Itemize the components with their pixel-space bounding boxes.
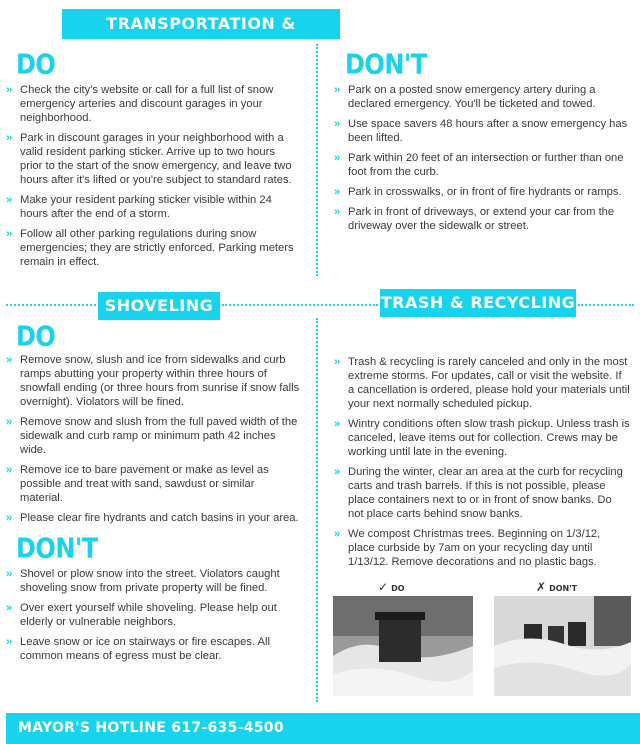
column-divider <box>316 44 318 276</box>
list-item: » Remove snow and slush from the full paved width of the sidewalk and curb ramp or minimum path 42 inches wide. <box>2 415 300 457</box>
list-item: » Over exert yourself while shoveling. Please help out elderly or vulnerable neighbors. <box>2 601 300 629</box>
list-item: » Wintry conditions often slow trash pickup. Unless trash is canceled, leave items out for collection. Crews may be working until late in the evening. <box>330 417 630 459</box>
list-item: » Park on a posted snow emergency artery during a declared emergency. You'll be ticketed and towed. <box>330 83 630 111</box>
list-item: » We compost Christmas trees. Beginning on 1/3/12, place curbside by 7am on your recycling day until 1/13/12. Remove decorations and no plastic bags. <box>330 527 630 569</box>
column-divider <box>316 318 318 702</box>
transport-do-list <box>2 83 300 275</box>
shoveling-do-list <box>2 353 300 531</box>
transportation-parking-banner: TRANSPORTATION & PARKING <box>62 9 340 39</box>
photo-do-caption <box>378 580 405 594</box>
mayors-hotline[interactable]: MAYOR'S HOTLINE 617-635-4500 <box>18 720 284 736</box>
list-item: » Park within 20 feet of an intersection or further than one foot from the curb. <box>330 151 630 179</box>
checkmark-icon: ✓ <box>378 580 389 594</box>
list-item: » Remove ice to bare pavement or make as level as possible and treat with sand, sawdust or similar material. <box>2 463 300 505</box>
shoveling-dont-heading: DON'T <box>16 532 98 565</box>
list-item: » Please clear fire hydrants and catch basins in your area. <box>2 511 300 525</box>
transport-do-heading: DO <box>16 48 56 81</box>
section-divider-mid <box>222 304 378 306</box>
list-item: » Park in discount garages in your neighborhood with a valid resident parking sticker. Arrive up to two hours prior to the start of the snow emergency, and leave two hours after it's lifted or you're subject to standard rates. <box>2 131 300 187</box>
list-item: » Follow all other parking regulations during snow emergencies; they are strictly enforced. Parking meters remain in effect. <box>2 227 300 269</box>
shoveling-dont-list <box>2 567 300 669</box>
photo-dont-caption <box>536 580 577 594</box>
list-item: » Make your resident parking sticker visible within 24 hours after the end of a storm. <box>2 193 300 221</box>
x-mark-icon: ✗ <box>536 580 547 594</box>
list-item: » Park in front of driveways, or extend your car from the driveway over the sidewalk or street. <box>330 205 630 233</box>
list-item: » Shovel or plow snow into the street. Violators caught shoveling snow from private property will be fined. <box>2 567 300 595</box>
footer-bar <box>6 713 640 744</box>
shoveling-do-heading: DO <box>16 320 56 353</box>
list-item: » Check the city's website or call for a full list of snow emergency arteries and discount garages in your neighborhood. <box>2 83 300 125</box>
photo-dont-bins-behind-snowbank <box>494 596 631 696</box>
photo-dont-label: DON'T <box>549 584 578 593</box>
list-item: » Leave snow or ice on stairways or fire escapes. All common means of egress must be clear. <box>2 635 300 663</box>
photo-do-trash-bin-in-snow <box>333 596 473 696</box>
list-item: » Remove snow, slush and ice from sidewalks and curb ramps abutting your property within three hours of snowfall ending (or three hours from sunrise if snow falls overnight). Violators will be fined. <box>2 353 300 409</box>
section-divider-left <box>6 304 96 306</box>
transport-dont-list <box>330 83 630 239</box>
shoveling-banner: SHOVELING <box>98 292 220 320</box>
trash-recycling-banner: TRASH & RECYCLING <box>380 289 576 317</box>
list-item: » Trash & recycling is rarely canceled and only in the most extreme storms. For updates, call or visit the website. If a cancellation is ordered, please hold your materials until your next normally scheduled pickup. <box>330 355 630 411</box>
list-item: » Park in crosswalks, or in front of fire hydrants or ramps. <box>330 185 630 199</box>
photo-do-label: DO <box>391 584 405 593</box>
trash-list <box>330 355 630 575</box>
list-item: » Use space savers 48 hours after a snow emergency has been lifted. <box>330 117 630 145</box>
section-divider-right <box>578 304 634 306</box>
list-item: » During the winter, clear an area at the curb for recycling carts and trash barrels. If this is not possible, please place containers next to or in front of snow banks. Do not place carts behind snow banks. <box>330 465 630 521</box>
transport-dont-heading: DON'T <box>345 48 427 81</box>
